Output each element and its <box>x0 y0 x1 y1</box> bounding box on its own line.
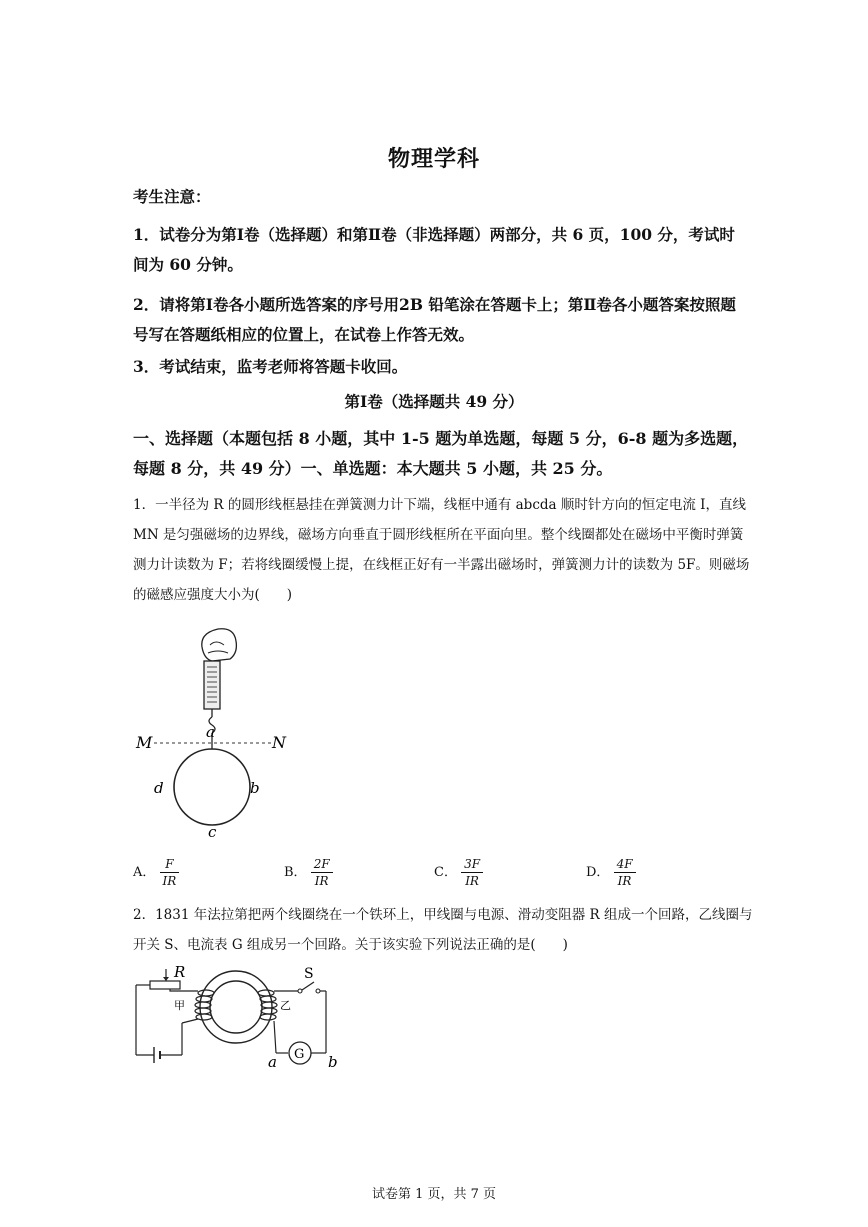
option-a[interactable] <box>133 856 179 889</box>
notice-item-3: 3．考试结束，监考老师将答题卡收回。 <box>133 357 408 376</box>
label-d: d <box>154 779 164 797</box>
label-a: a <box>206 723 215 741</box>
label-R: R <box>174 965 186 981</box>
option-c[interactable] <box>434 856 483 889</box>
option-c-letter: C． <box>434 865 457 880</box>
label-jia: 甲 <box>174 999 185 1012</box>
notice-item-1: 1．试卷分为第Ⅰ卷（选择题）和第Ⅱ卷（非选择题）两部分，共 6 页，100 分，考试时间为 60 分钟。 <box>133 225 735 274</box>
option-a-fraction: $\frac{F}{IR}$ <box>160 856 180 889</box>
option-d[interactable] <box>586 856 636 889</box>
label-b2: b <box>328 1053 338 1071</box>
option-d-letter: D． <box>586 865 610 880</box>
label-c: c <box>208 823 217 840</box>
galvanometer-label: G <box>294 1047 305 1062</box>
question-1-text: 1．一半径为 R 的圆形线框悬挂在弹簧测力计下端，线框中通有 abcda 顺时针方向的恒定电流 I，直线 MN 是匀强磁场的边界线，磁场方向垂直于圆形线框所在平面向里。整个线圈都处在磁场中平衡时弹簧测力计读数为 F；若将线圈缓慢上提，在线框正好有一半露出磁场时，弹簧测力计的读数为 5F。则磁场的磁感应强度大小为( ) <box>133 497 750 603</box>
option-b-fraction: $\frac{2F}{IR}$ <box>311 856 333 889</box>
label-a2: a <box>268 1053 277 1071</box>
section1-heading: 一、选择题（本题包括 8 小题，其中 1-5 题为单选题，每题 5 分，6-8 题为多选题，每题 8 分，共 49 分）一、单选题：本大题共 5 小题，共 25 分。 <box>133 429 749 478</box>
label-M: M <box>136 733 153 752</box>
label-N: N <box>272 733 286 752</box>
option-c-fraction: $\frac{3F}{IR}$ <box>461 856 483 889</box>
part1-heading: 第Ⅰ卷（选择题共 49 分） <box>344 392 524 411</box>
label-b: b <box>250 779 260 797</box>
notice-heading: 考生注意： <box>133 187 211 206</box>
option-a-letter: A． <box>133 865 156 880</box>
question-2-text: 2．1831 年法拉第把两个线圈绕在一个铁环上，甲线圈与电源、滑动变阻器 R 组成一个回路，乙线圈与开关 S、电流表 G 组成另一个回路。关于该实验下列说法正确的是( ) <box>133 907 753 953</box>
notice-item-2: 2．请将第Ⅰ卷各小题所选答案的序号用2B 铅笔涂在答题卡上；第Ⅱ卷各小题答案按照题号写在答题纸相应的位置上，在试卷上作答无效。 <box>133 295 736 344</box>
question-2-figure <box>130 965 340 1079</box>
label-yi: 乙 <box>280 999 291 1012</box>
option-d-fraction: $\frac{4F}{IR}$ <box>614 856 636 889</box>
page-footer: 试卷第 1 页，共 7 页 <box>371 1187 497 1202</box>
option-b[interactable] <box>284 856 333 889</box>
option-b-letter: B． <box>284 865 307 880</box>
page-title: 物理学科 <box>387 146 480 172</box>
question-1-figure <box>130 625 310 844</box>
label-S: S <box>304 966 314 982</box>
